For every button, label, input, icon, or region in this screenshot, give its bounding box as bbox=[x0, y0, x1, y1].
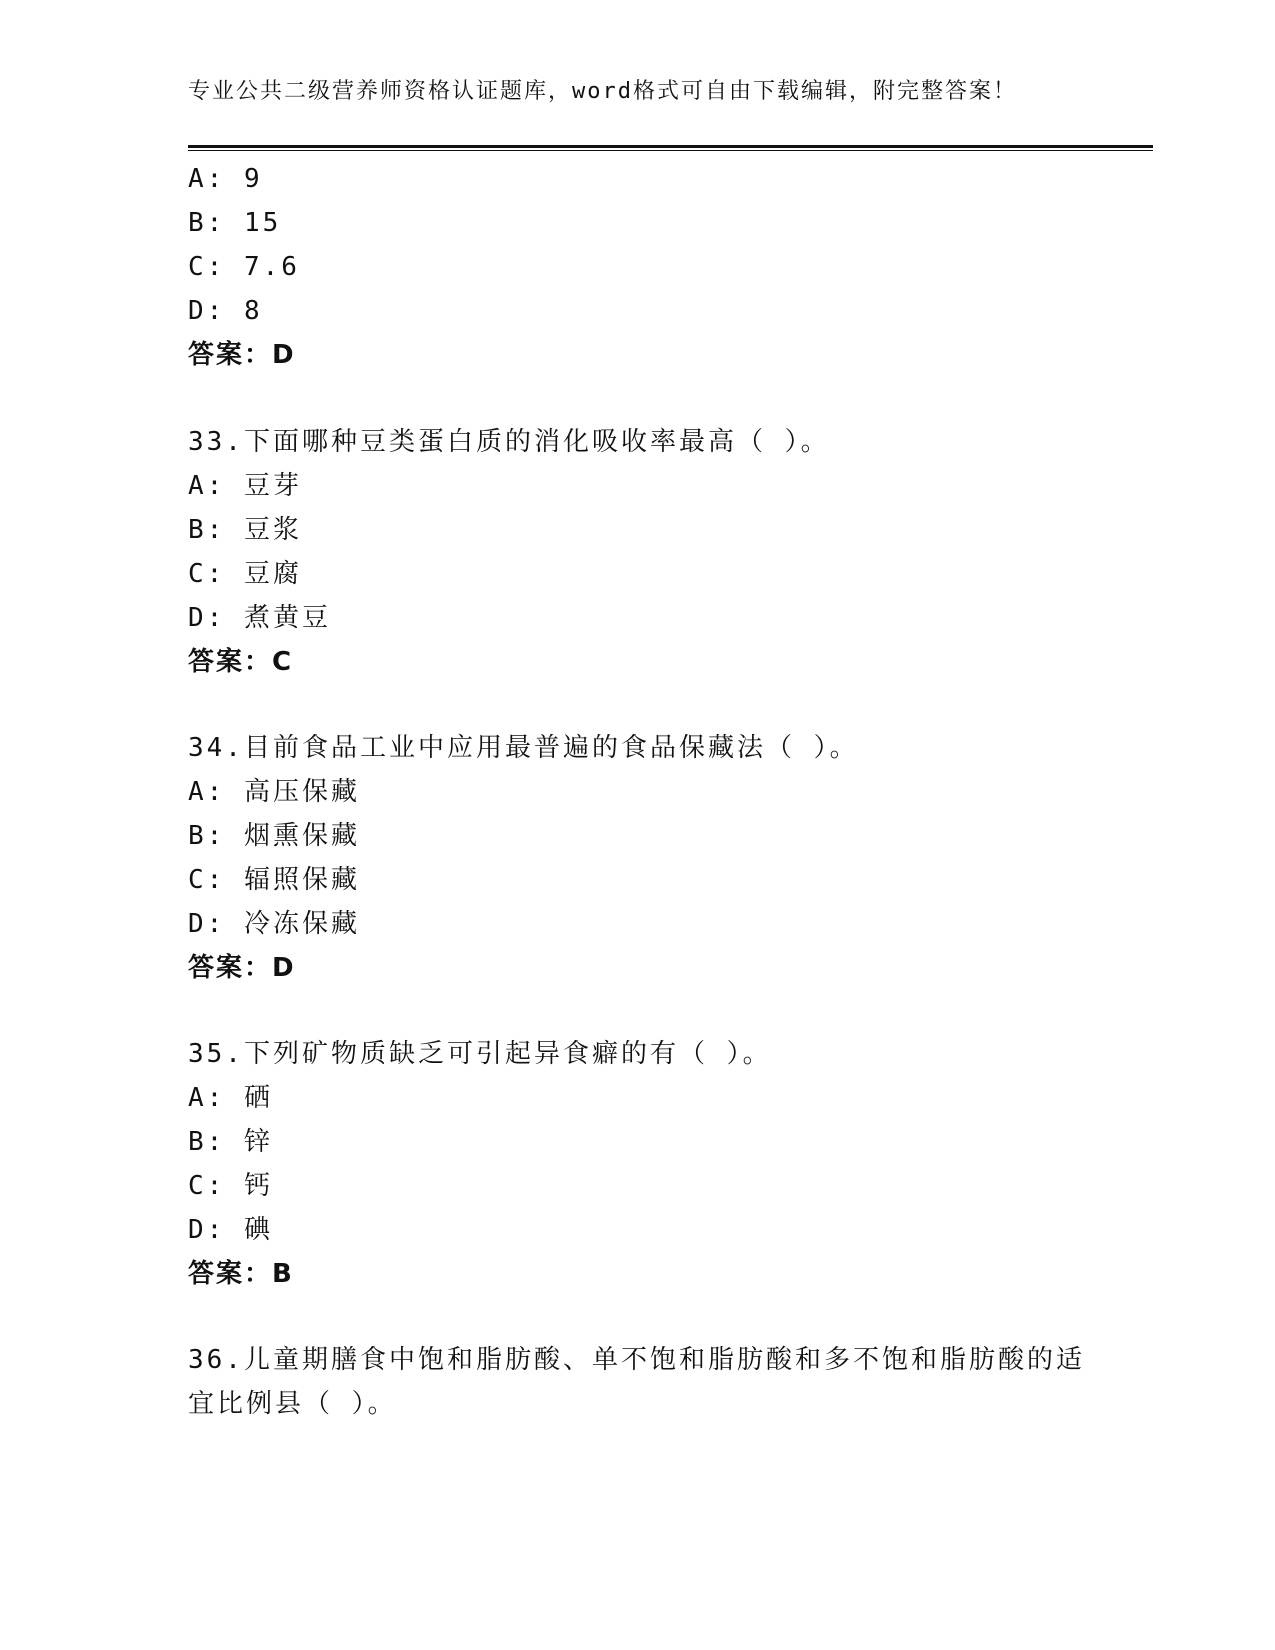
q32-option-b: B: 15 bbox=[188, 208, 282, 238]
q35-answer: 答案：B bbox=[188, 1259, 294, 1289]
q35-option-a: A: 硒 bbox=[188, 1083, 273, 1113]
q34-option-a: A: 高压保藏 bbox=[188, 777, 360, 807]
header-rule-thin bbox=[188, 150, 1153, 151]
q32-option-c: C: 7.6 bbox=[188, 252, 300, 282]
q34-option-c: C: 辐照保藏 bbox=[188, 865, 360, 895]
q33-question: 33.下面哪种豆类蛋白质的消化吸收率最高（ ）。 bbox=[188, 427, 830, 457]
q32-option-d: D: 8 bbox=[188, 296, 263, 326]
q35-option-c: C: 钙 bbox=[188, 1171, 273, 1201]
q32-option-a: A: 9 bbox=[188, 164, 263, 194]
q36-question-line2: 宜比例县（ ）。 bbox=[188, 1389, 397, 1419]
q33-answer: 答案：C bbox=[188, 647, 294, 677]
q33-option-a: A: 豆芽 bbox=[188, 471, 302, 501]
q32-answer: 答案：D bbox=[188, 340, 296, 370]
q33-option-d: D: 煮黄豆 bbox=[188, 603, 331, 633]
q35-option-b: B: 锌 bbox=[188, 1127, 273, 1157]
q34-question: 34.目前食品工业中应用最普遍的食品保藏法（ ）。 bbox=[188, 733, 859, 763]
q34-answer: 答案：D bbox=[188, 953, 296, 983]
q34-option-b: B: 烟熏保藏 bbox=[188, 821, 360, 851]
q36-question-line1: 36.儿童期膳食中饱和脂肪酸、单不饱和脂肪酸和多不饱和脂肪酸的适 bbox=[188, 1345, 1085, 1375]
q34-option-d: D: 冷冻保藏 bbox=[188, 909, 360, 939]
header-rule-thick bbox=[188, 145, 1153, 148]
page-header: 专业公共二级营养师资格认证题库，word格式可自由下载编辑，附完整答案！ bbox=[188, 79, 1017, 104]
q35-question: 35.下列矿物质缺乏可引起异食癖的有（ ）。 bbox=[188, 1039, 772, 1069]
q33-option-b: B: 豆浆 bbox=[188, 515, 302, 545]
q33-option-c: C: 豆腐 bbox=[188, 559, 302, 589]
q35-option-d: D: 碘 bbox=[188, 1215, 273, 1245]
